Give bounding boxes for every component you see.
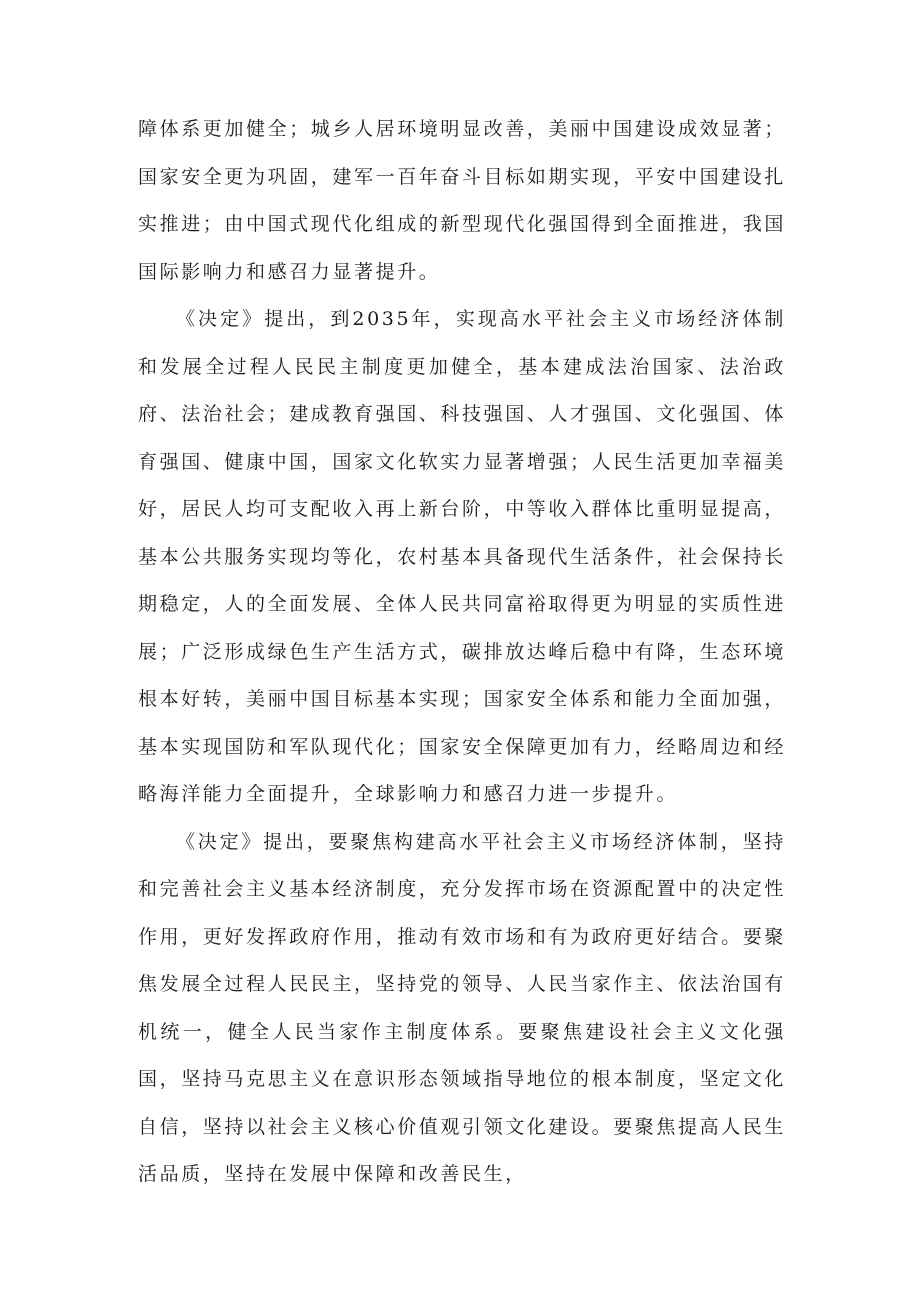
paragraph-1: 障体系更加健全；城乡人居环境明显改善，美丽中国建设成效显著；国家安全更为巩固，建军一百年奋斗目标如期实现，平安中国建设扎实推进；由中国式现代化组成的新型现代化强国得到全面推进，我国国际影响力和感召力显著提升。 xyxy=(138,118,787,283)
paragraph-2: 《决定》提出，到2035年，实现高水平社会主义市场经济体制和发展全过程人民民主制度更加健全，基本建成法治国家、法治政府、法治社会；建成教育强国、科技强国、人才强国、文化强国、体育强国、健康中国，国家文化软实力显著增强；人民生活更加幸福美好，居民人均可支配收入再上新台阶，中等收入群体比重明显提高，基本公共服务实现均等化，农村基本具备现代生活条件，社会保持长期稳定，人的全面发展、全体人民共同富裕取得更为明显的实质性进展；广泛形成绿色生产生活方式，碳排放达峰后稳中有降，生态环境根本好转，美丽中国目标基本实现；国家安全体系和能力全面加强，基本实现国防和军队现代化；国家安全保障更加有力，经略周边和经略海洋能力全面提升，全球影响力和感召力进一步提升。 xyxy=(138,308,787,805)
paragraph-3: 《决定》提出，要聚焦构建高水平社会主义市场经济体制，坚持和完善社会主义基本经济制度，充分发挥市场在资源配置中的决定性作用，更好发挥政府作用，推动有效市场和有为政府更好结合。要聚焦发展全过程人民民主，坚持党的领导、人民当家作主、依法治国有机统一，健全人民当家作主制度体系。要聚焦建设社会主义文化强国，坚持马克思主义在意识形态领域指导地位的根本制度，坚定文化自信，坚持以社会主义核心价值观引领文化建设。要聚焦提高人民生活品质，坚持在发展中保障和改善民生， xyxy=(138,830,787,1185)
body-text xyxy=(138,106,786,1199)
